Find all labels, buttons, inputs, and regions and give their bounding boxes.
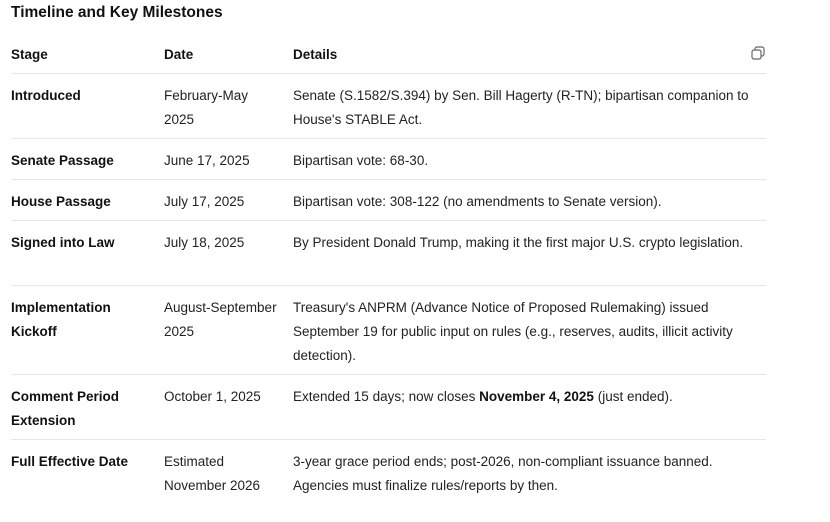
row-details: Bipartisan vote: 308-122 (no amendments to Senate version). <box>293 194 662 209</box>
row-date: Estimated November 2026 <box>164 454 261 493</box>
row-date: July 17, 2025 <box>164 194 245 209</box>
row-date: August-September 2025 <box>164 300 277 339</box>
table-row <box>11 286 766 375</box>
row-details <box>293 385 765 409</box>
row-stage: Senate Passage <box>11 153 114 168</box>
row-stage: Signed into Law <box>11 235 115 250</box>
row-date: October 1, 2025 <box>164 389 261 404</box>
table-row <box>11 180 766 221</box>
header-date: Date <box>164 47 194 62</box>
details-text: Extended 15 days; now closes <box>293 389 480 404</box>
copy-icon[interactable] <box>751 46 765 60</box>
table-header-row <box>11 33 766 74</box>
row-stage: House Passage <box>11 194 111 209</box>
row-date: June 17, 2025 <box>164 153 250 168</box>
details-text: (just ended). <box>593 389 673 404</box>
row-details: By President Donald Trump, making it the first major U.S. crypto legislation. <box>293 235 744 250</box>
row-date: February-May 2025 <box>164 88 249 127</box>
row-details: Senate (S.1582/S.394) by Sen. Bill Hagerty (R-TN); bipartisan companion to House's STABLE Act. <box>293 88 749 127</box>
row-stage: Comment Period Extension <box>11 389 120 428</box>
row-details: 3-year grace period ends; post-2026, non-compliant issuance banned. Agencies must finalize rules/reports by then. <box>293 454 713 493</box>
table-row <box>11 74 766 139</box>
milestones-table <box>11 33 766 504</box>
header-stage: Stage <box>11 47 48 62</box>
row-stage: Full Effective Date <box>11 454 129 469</box>
header-details: Details <box>293 47 338 62</box>
row-stage: Introduced <box>11 88 81 103</box>
table-row <box>11 375 766 440</box>
table-row <box>11 440 766 504</box>
row-stage: Implementation Kickoff <box>11 300 111 339</box>
table-row <box>11 139 766 180</box>
details-bold-date: November 4, 2025 <box>479 389 594 404</box>
table-row <box>11 221 766 286</box>
row-date: July 18, 2025 <box>164 235 245 250</box>
row-details: Treasury's ANPRM (Advance Notice of Proposed Rulemaking) issued September 19 for public input on rules (e.g., reserves, audits, illicit activity detection). <box>293 300 733 363</box>
section-title: Timeline and Key Milestones <box>11 4 223 21</box>
row-details: Bipartisan vote: 68-30. <box>293 153 429 168</box>
